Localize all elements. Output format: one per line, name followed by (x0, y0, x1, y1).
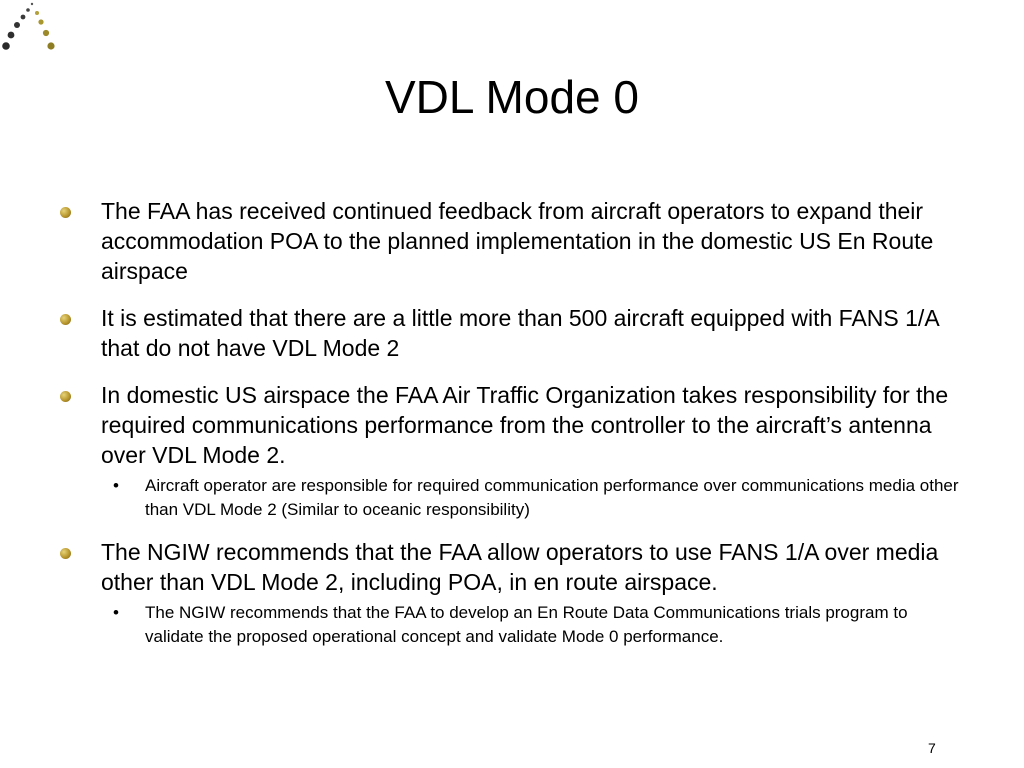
bullet-text: In domestic US airspace the FAA Air Traffic Organization takes responsibility for the required communications performance from the controller to the aircraft’s antenna over VDL Mode 2. (101, 382, 949, 468)
sub-bullet-item (60, 601, 970, 649)
dotted-chevron-logo-icon (0, 0, 60, 55)
bullet-item (60, 303, 970, 363)
sub-bullet-marker: • (113, 476, 119, 495)
bullet-text: The FAA has received continued feedback from aircraft operators to expand their accommodation POA to the planned implementation in the domestic US En Route airspace (101, 198, 934, 284)
sub-bullet-text: Aircraft operator are responsible for required communication performance over communications media other than VDL Mode 2 (Similar to oceanic responsibility) (145, 476, 959, 519)
sub-bullet-item (60, 474, 970, 522)
bullet-item (60, 380, 970, 470)
bullet-item (60, 196, 970, 286)
sub-bullet-text: The NGIW recommends that the FAA to develop an En Route Data Communications trials program to validate the proposed operational concept and validate Mode 0 performance. (145, 603, 908, 646)
page-number: 7 (928, 740, 936, 756)
bullet-text: It is estimated that there are a little more than 500 aircraft equipped with FANS 1/A that do not have VDL Mode 2 (101, 305, 939, 361)
gold-bullet-icon (60, 548, 71, 559)
gold-bullet-icon (60, 314, 71, 325)
slide-content (60, 196, 970, 664)
gold-bullet-icon (60, 391, 71, 402)
bullet-item (60, 537, 970, 597)
bullet-text: The NGIW recommends that the FAA allow operators to use FANS 1/A over media other than VDL Mode 2, including POA, in en route airspace. (101, 539, 939, 595)
sub-bullet-marker: • (113, 603, 119, 622)
slide-title: VDL Mode 0 (385, 71, 639, 123)
gold-bullet-icon (60, 207, 71, 218)
